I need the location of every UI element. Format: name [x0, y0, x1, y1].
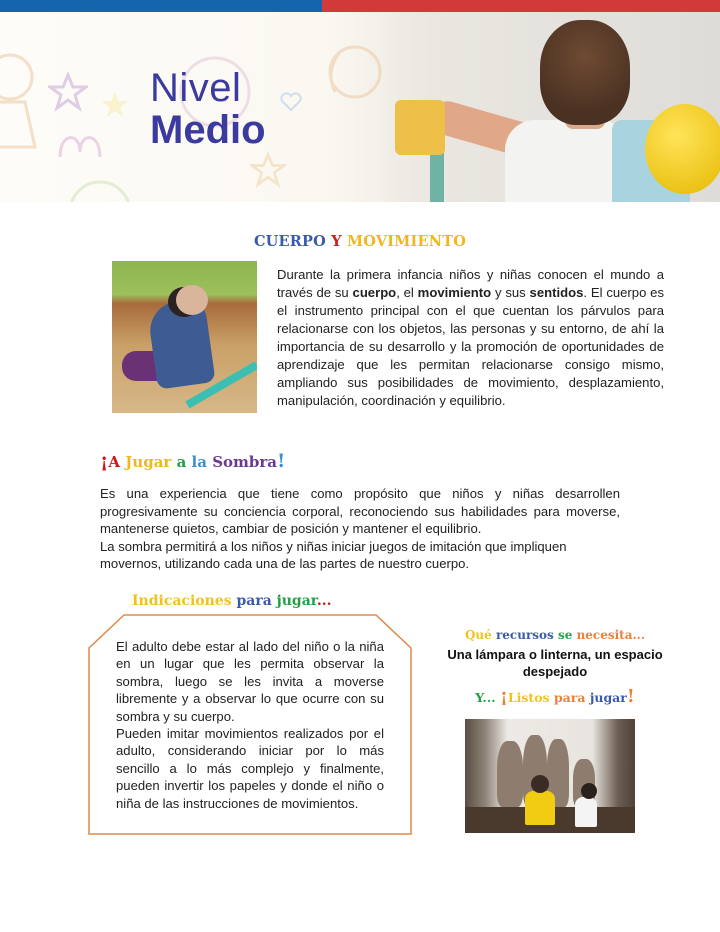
title-word: jugar: [276, 593, 317, 609]
title-mark: !: [626, 686, 635, 707]
activity-paragraph: Es una experiencia que tiene como propósito que niños y niñas desarrollen progresivamente su conciencia corporal, reconociendo sus habilidades para moverse, mantenerse quietos, cambiar de posición y mantener el equilibrio.: [100, 486, 620, 536]
title-word: Indicaciones: [132, 593, 232, 609]
photo-child-head: [581, 783, 597, 799]
doodle-girl-icon: [315, 32, 385, 142]
title-word: para: [553, 690, 586, 705]
section-title-word: MOVIMIENTO: [347, 233, 467, 250]
doodle-smiley-icon: [65, 177, 135, 202]
photo-child-head: [540, 20, 630, 125]
title-word: Listos: [507, 690, 550, 705]
level-title-line2: Medio: [150, 108, 266, 152]
instructions-text: [116, 638, 384, 812]
instructions-box: [88, 614, 412, 835]
doodle-star-icon: [250, 152, 286, 188]
title-word: necesita...: [576, 628, 646, 642]
title-word: Y...: [475, 690, 496, 705]
level-title-line1: Nivel: [150, 66, 242, 110]
girl-stretching-photo: [112, 261, 257, 413]
doodle-girl-icon: [0, 37, 50, 157]
top-bar-blue: [0, 0, 322, 12]
title-word: Sombra: [212, 453, 278, 471]
photo-child-white: [575, 797, 597, 827]
intro-text: , el: [396, 285, 418, 300]
title-word: se: [557, 628, 573, 642]
doodle-star-icon: [100, 90, 130, 120]
instructions-title: [132, 593, 331, 609]
instructions-paragraph: El adulto debe estar al lado del niño o la niña en un lugar que les permita observar la sombra, luego se les invita a moverse libremente y a observar lo que ocurre con su sombra y su cuerpo.: [116, 639, 384, 724]
section-title-word: CUERPO: [253, 233, 326, 250]
title-dots: ...: [316, 593, 332, 609]
title-word: Qué: [464, 628, 492, 642]
title-word: a: [176, 453, 187, 471]
intro-bold: movimiento: [417, 285, 492, 300]
photo-child-head: [531, 775, 549, 793]
photo-girl-head: [176, 285, 208, 315]
activity-paragraph: La sombra permitirá a los niños y niñas iniciar juegos de imitación que impliquen movernos, utilizando cada una de las partes de nuestro cuerpo.: [100, 538, 567, 571]
intro-text: Durante la primera infancia niños y niñas conocen el mundo a través de su: [277, 267, 664, 300]
photo-child-shirt: [505, 120, 615, 202]
doodle-swirl-icon: [55, 127, 105, 167]
title-word: jugar: [589, 690, 627, 705]
header-banner: [0, 12, 720, 202]
title-word: Jugar: [125, 453, 172, 471]
intro-paragraph: [277, 266, 664, 410]
title-word: para: [236, 593, 272, 609]
level-title: [150, 68, 266, 150]
title-mark: !: [277, 450, 286, 472]
photo-pole: [430, 152, 444, 202]
title-mark: ¡: [100, 450, 109, 472]
top-bar-red: [322, 0, 720, 12]
intro-text: y sus: [491, 285, 530, 300]
title-word: recursos: [495, 628, 554, 642]
section-title: [0, 233, 720, 250]
intro-text: . El cuerpo es el instrumento principal con el que cuentan los párvulos para relacionarse con los objetos, las personas y su entorno, de ahí la importancia de su desarrollo y la promoción de oportunidades de aprendizaje que les permitan relacionarse consigo mismo, ampliando sus posibilidades de movimiento, desplazamiento, manipulación, coordinación y equilibrio.: [277, 285, 665, 408]
title-mark: ¡: [499, 686, 508, 707]
title-word: la: [191, 453, 207, 471]
section-title-word: Y: [331, 233, 342, 250]
resources-title: [440, 628, 670, 642]
photo-child-yellow: [525, 791, 555, 825]
title-word: A: [108, 453, 120, 471]
doodle-heart-icon: [280, 92, 302, 112]
activity-title: [100, 450, 285, 472]
photo-shadow: [497, 741, 523, 807]
activity-description: [100, 485, 620, 573]
photo-yellow-cloth: [395, 100, 445, 155]
intro-bold: sentidos: [529, 285, 584, 300]
doodle-star-icon: [48, 72, 88, 112]
photo-emoji-balloon: [645, 104, 720, 194]
resources-text: Una lámpara o linterna, un espacio despejado: [447, 647, 663, 679]
children-shadow-play-photo: [465, 719, 635, 833]
instructions-paragraph: Pueden imitar movimientos realizados por el adulto, considerando iniciar por lo más sencillo a lo más complejo y finalmente, pueden invertir los papeles y donde el niño o niña de las instrucciones de movimientos.: [116, 726, 384, 811]
ready-title: [440, 686, 670, 707]
intro-bold: cuerpo: [352, 285, 397, 300]
